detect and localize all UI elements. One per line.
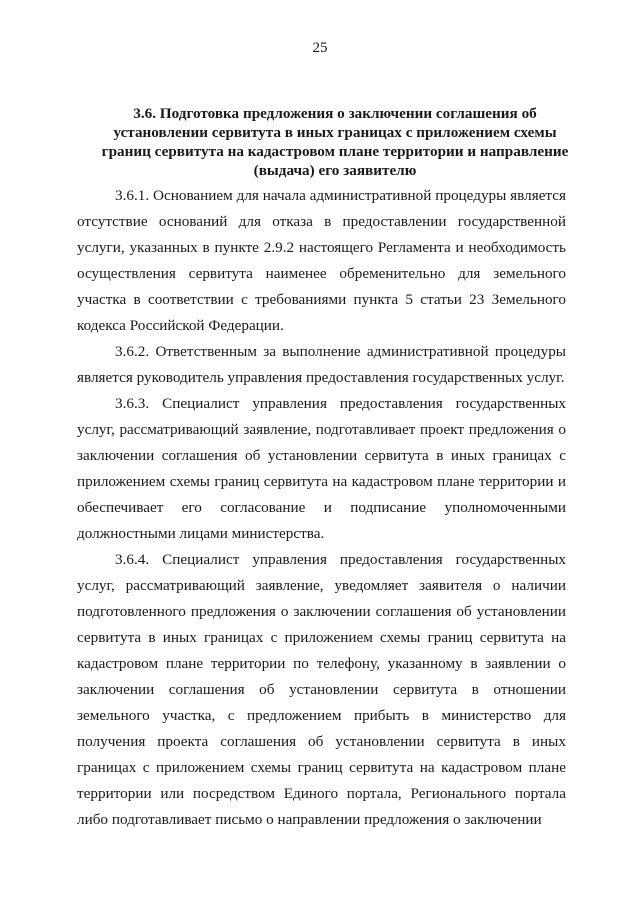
paragraph-3-6-2: 3.6.2. Ответственным за выполнение административной процедуры является руководитель управления предоставления государственных услуг. xyxy=(77,343,566,386)
section-title: 3.6. Подготовка предложения о заключении соглашения об установлении сервитута в иных границах с приложением схемы границ сервитута на кадастровом плане территории и направление (выдача) его заявителю xyxy=(101,105,569,179)
paragraph-3-6-4: 3.6.4. Специалист управления предоставления государственных услуг, рассматривающий заявление, уведомляет заявителя о наличии подготовленного предложения о заключении соглашения об установлении сервитута в иных границах с приложением схемы границ сервитута на кадастровом плане территории по телефону, указанному в заявлении о заключении соглашения об установлении сервитута в отношении земельного участка, с предложением прибыть в министерство для получения проекта соглашения об установлении сервитута в иных границах с приложением схемы границ сервитута на кадастровом плане территории или посредством Единого портала, Регионального портала либо подготавливает письмо о направлении предложения о заключении xyxy=(77,551,566,828)
paragraph-3-6-1: 3.6.1. Основанием для начала административной процедуры является отсутствие оснований для отказа в предоставлении государственной услуги, указанных в пункте 2.9.2 настоящего Регламента и необходимость осуществления сервитута наименее обременительно для земельного участка в соответствии с требованиями пункта 5 статьи 23 Земельного кодекса Российской Федерации. xyxy=(77,187,566,334)
page-number: 25 xyxy=(312,40,328,56)
paragraph-3-6-3: 3.6.3. Специалист управления предоставления государственных услуг, рассматривающий заявление, подготавливает проект предложения о заключении соглашения об установлении сервитута в иных границах с приложением схемы границ сервитута на кадастровом плане территории и обеспечивает его согласование и подписание уполномоченными должностными лицами министерства. xyxy=(77,395,566,542)
document-body xyxy=(77,183,566,833)
